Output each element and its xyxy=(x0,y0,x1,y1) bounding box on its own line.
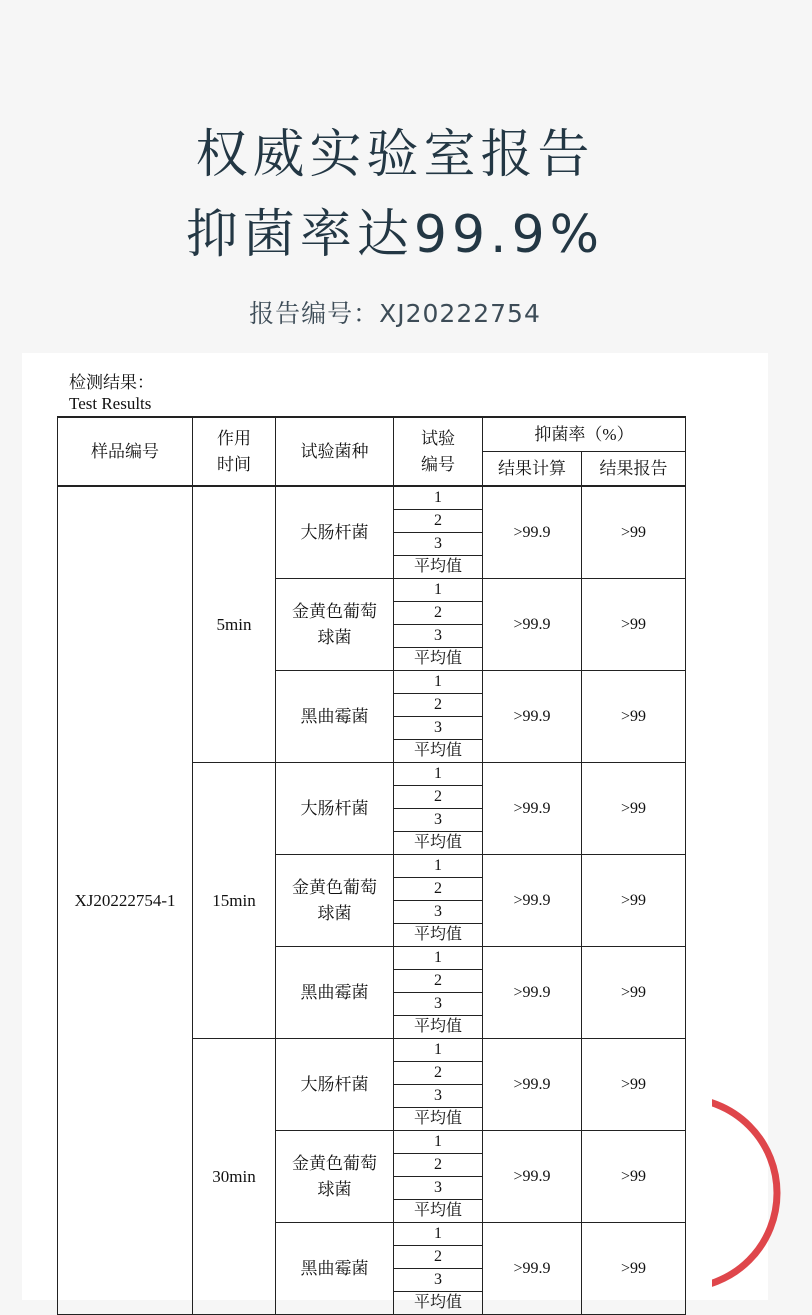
trial-number-cell: 平均值 xyxy=(394,1292,483,1315)
trial-number-cell: 1 xyxy=(394,486,483,510)
trial-number-cell: 1 xyxy=(394,1131,483,1154)
strain-cell xyxy=(276,486,394,579)
report-number: 报告编号：XJ20222754 xyxy=(249,299,541,328)
calc-value-cell: >99.9 xyxy=(483,763,582,855)
official-seal-stamp xyxy=(712,1093,812,1303)
trial-number-cell: 1 xyxy=(394,763,483,786)
strain-cell xyxy=(276,855,394,947)
trial-number-cell: 1 xyxy=(394,579,483,602)
trial-number-cell: 平均值 xyxy=(394,556,483,579)
trial-number-cell: 1 xyxy=(394,671,483,694)
col-header-test-no-text: 试验编号 xyxy=(420,429,455,474)
strain-name: 大肠杆菌 xyxy=(300,798,369,818)
hero-banner xyxy=(0,0,790,355)
report-value-cell: >99 xyxy=(582,947,686,1039)
trial-number-cell: 3 xyxy=(394,993,483,1016)
trial-number-cell: 2 xyxy=(394,694,483,717)
calc-value-cell: >99.9 xyxy=(483,1039,582,1131)
report-value-cell: >99 xyxy=(582,1131,686,1223)
strain-cell xyxy=(276,947,394,1039)
trial-number-cell: 2 xyxy=(394,602,483,625)
results-heading-en: Test Results xyxy=(69,394,152,413)
trial-number-cell: 2 xyxy=(394,878,483,901)
strain-name: 金黄色葡萄球菌 xyxy=(291,1154,377,1199)
strain-name: 黑曲霉菌 xyxy=(300,982,369,1002)
strain-cell xyxy=(276,1039,394,1131)
trial-number-cell: 1 xyxy=(394,947,483,970)
calc-value-cell: >99.9 xyxy=(483,1131,582,1223)
report-value-cell: >99 xyxy=(582,763,686,855)
calc-value-cell: >99.9 xyxy=(483,1223,582,1315)
strain-name: 大肠杆菌 xyxy=(300,522,369,542)
trial-number-cell: 1 xyxy=(394,855,483,878)
strain-name: 金黄色葡萄球菌 xyxy=(291,602,377,647)
trial-number-cell: 平均值 xyxy=(394,924,483,947)
time-cell: 5min xyxy=(193,486,276,763)
trial-number-cell: 3 xyxy=(394,1269,483,1292)
results-table xyxy=(57,416,686,1315)
col-header-test-no xyxy=(394,417,483,486)
strain-name: 黑曲霉菌 xyxy=(300,706,369,726)
calc-value-cell: >99.9 xyxy=(483,671,582,763)
trial-number-cell: 3 xyxy=(394,717,483,740)
col-header-sample-no: 样品编号 xyxy=(58,417,193,486)
strain-cell xyxy=(276,579,394,671)
strain-name: 黑曲霉菌 xyxy=(300,1258,369,1278)
col-header-time-text: 作用时间 xyxy=(216,429,251,474)
trial-number-cell: 平均值 xyxy=(394,832,483,855)
trial-number-cell: 3 xyxy=(394,625,483,648)
trial-number-cell: 2 xyxy=(394,1062,483,1085)
calc-value-cell: >99.9 xyxy=(483,855,582,947)
strain-cell xyxy=(276,1131,394,1223)
results-table-body xyxy=(58,486,686,1315)
col-header-rate-group: 抑菌率（%） xyxy=(483,417,686,452)
calc-value-cell: >99.9 xyxy=(483,947,582,1039)
col-header-time xyxy=(193,417,276,486)
calc-value-cell: >99.9 xyxy=(483,579,582,671)
report-value-cell: >99 xyxy=(582,486,686,579)
hero-title-line1: 权威实验室报告 xyxy=(195,125,595,185)
time-cell: 30min xyxy=(193,1039,276,1315)
trial-number-cell: 2 xyxy=(394,1154,483,1177)
trial-number-cell: 3 xyxy=(394,809,483,832)
report-value-cell: >99 xyxy=(582,1223,686,1315)
results-heading-cn: 检测结果： xyxy=(69,373,154,392)
time-cell: 15min xyxy=(193,763,276,1039)
trial-number-cell: 2 xyxy=(394,1246,483,1269)
hero-title-line2: 抑菌率达99.9% xyxy=(185,205,605,265)
trial-number-cell: 3 xyxy=(394,1177,483,1200)
trial-number-cell: 平均值 xyxy=(394,648,483,671)
trial-number-cell: 2 xyxy=(394,510,483,533)
sample-id-cell: XJ20222754-1 xyxy=(58,486,193,1315)
trial-number-cell: 平均值 xyxy=(394,1108,483,1131)
trial-number-cell: 2 xyxy=(394,786,483,809)
trial-number-cell: 平均值 xyxy=(394,740,483,763)
trial-number-cell: 3 xyxy=(394,533,483,556)
report-value-cell: >99 xyxy=(582,579,686,671)
trial-number-cell: 平均值 xyxy=(394,1200,483,1223)
table-row xyxy=(58,486,686,510)
col-header-report: 结果报告 xyxy=(582,452,686,487)
calc-value-cell: >99.9 xyxy=(483,486,582,579)
trial-number-cell: 平均值 xyxy=(394,1016,483,1039)
strain-cell xyxy=(276,1223,394,1315)
report-paper xyxy=(22,353,768,1311)
report-value-cell: >99 xyxy=(582,671,686,763)
trial-number-cell: 2 xyxy=(394,970,483,993)
strain-cell xyxy=(276,671,394,763)
strain-cell xyxy=(276,763,394,855)
report-value-cell: >99 xyxy=(582,855,686,947)
trial-number-cell: 3 xyxy=(394,901,483,924)
report-value-cell: >99 xyxy=(582,1039,686,1131)
trial-number-cell: 1 xyxy=(394,1039,483,1062)
col-header-strain: 试验菌种 xyxy=(276,417,394,486)
trial-number-cell: 1 xyxy=(394,1223,483,1246)
strain-name: 大肠杆菌 xyxy=(300,1074,369,1094)
col-header-calc: 结果计算 xyxy=(483,452,582,487)
trial-number-cell: 3 xyxy=(394,1085,483,1108)
seal-graphic xyxy=(712,1093,812,1303)
strain-name: 金黄色葡萄球菌 xyxy=(291,878,377,923)
